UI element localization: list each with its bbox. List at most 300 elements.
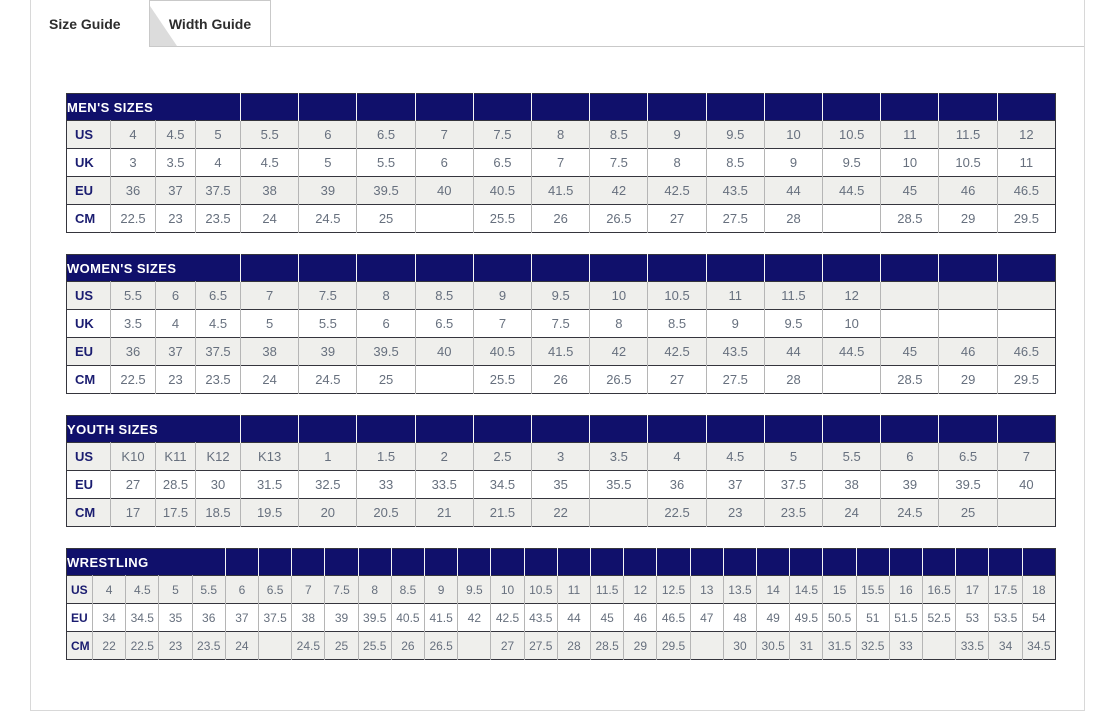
table-header-cell [491, 549, 524, 576]
size-cell: 47 [690, 604, 723, 632]
table-header-cell [357, 416, 415, 443]
size-cell: 9 [706, 310, 764, 338]
table-header-cell [956, 549, 989, 576]
size-cell: 26 [532, 366, 590, 394]
size-cell: 39.5 [357, 177, 415, 205]
size-cell: 5.5 [111, 282, 156, 310]
size-cell: 53 [956, 604, 989, 632]
size-cell [259, 632, 292, 660]
size-cell: 13 [690, 576, 723, 604]
table-title: YOUTH SIZES [67, 416, 241, 443]
size-cell: 25 [357, 366, 415, 394]
size-cell: 26 [391, 632, 424, 660]
size-cell: 11 [557, 576, 590, 604]
size-cell: 44 [557, 604, 590, 632]
size-cell: 20 [299, 499, 357, 527]
size-cell: 7 [473, 310, 531, 338]
tab-width-guide-label: Width Guide [168, 15, 252, 32]
size-cell: 10 [590, 282, 648, 310]
size-cell: 24 [225, 632, 258, 660]
tab-size-guide[interactable] [31, 0, 149, 47]
row-label: EU [75, 344, 94, 359]
size-cell: K12 [196, 443, 241, 471]
table-header-cell [473, 255, 531, 282]
size-cell: 35.5 [590, 471, 648, 499]
size-cell: 40.5 [473, 177, 531, 205]
size-guide-panel [30, 0, 1085, 711]
size-cell: 11 [997, 149, 1055, 177]
table-header-cell [823, 549, 856, 576]
size-cell: 9 [425, 576, 458, 604]
size-cell [939, 282, 997, 310]
row-label: EU [75, 183, 94, 198]
size-cell: 16 [889, 576, 922, 604]
size-cell: 39.5 [358, 604, 391, 632]
size-cell: 45 [591, 604, 624, 632]
size-cell: 12.5 [657, 576, 690, 604]
size-cell [997, 499, 1055, 527]
size-cell: 23 [159, 632, 192, 660]
table-row [67, 576, 1056, 604]
size-cell: 4 [196, 149, 241, 177]
size-cell: 18 [1022, 576, 1055, 604]
size-cell: 33 [889, 632, 922, 660]
size-cell: 24.5 [299, 366, 357, 394]
size-cell: 6.5 [473, 149, 531, 177]
size-table-women-s-sizes [66, 254, 1056, 394]
size-cell: 46.5 [997, 338, 1055, 366]
size-cell [881, 282, 939, 310]
row-label: CM [75, 211, 96, 226]
tab-bar [31, 0, 1084, 47]
row-label: UK [75, 316, 94, 331]
size-table-men-s-sizes [66, 93, 1056, 233]
size-cell: 1.5 [357, 443, 415, 471]
row-label: US [75, 127, 94, 142]
size-cell: 45 [881, 177, 939, 205]
table-header-cell [473, 416, 531, 443]
size-cell: 22.5 [111, 366, 156, 394]
size-cell: 10 [823, 310, 881, 338]
table-row [67, 177, 1056, 205]
size-cell: 9.5 [823, 149, 881, 177]
tab-width-guide[interactable] [149, 0, 271, 47]
size-cell: K13 [241, 443, 299, 471]
size-cell: 3.5 [590, 443, 648, 471]
size-cell: 26 [532, 205, 590, 233]
size-cell: 29.5 [997, 205, 1055, 233]
row-label: EU [71, 610, 88, 625]
table-header-cell [590, 255, 648, 282]
table-header-cell [881, 416, 939, 443]
size-cell: 5 [241, 310, 299, 338]
size-cell: 30.5 [757, 632, 790, 660]
size-cell: 25.5 [358, 632, 391, 660]
size-cell: 31 [790, 632, 823, 660]
size-cell: 25.5 [473, 366, 531, 394]
size-table-youth-sizes [66, 415, 1056, 527]
size-cell: 37 [156, 338, 196, 366]
row-label: US [75, 288, 94, 303]
size-cell: 18.5 [196, 499, 241, 527]
size-cell: 42.5 [648, 177, 706, 205]
row-label: US [71, 582, 88, 597]
size-cell [881, 310, 939, 338]
size-cell: 41.5 [425, 604, 458, 632]
size-cell: 30 [196, 471, 241, 499]
table-row [67, 499, 1056, 527]
size-cell: 14.5 [790, 576, 823, 604]
size-cell: 29.5 [997, 366, 1055, 394]
size-cell: 37.5 [196, 177, 241, 205]
size-cell: 2.5 [473, 443, 531, 471]
table-header-row [67, 255, 1056, 282]
size-cell: 23 [156, 366, 196, 394]
table-header-cell [856, 549, 889, 576]
size-cell: 40 [415, 338, 473, 366]
table-row [67, 149, 1056, 177]
size-cell: K10 [111, 443, 156, 471]
size-cell: 21 [415, 499, 473, 527]
size-cell: 34.5 [1022, 632, 1055, 660]
size-cell: 10.5 [939, 149, 997, 177]
size-cell: 38 [823, 471, 881, 499]
size-cell: 35 [159, 604, 192, 632]
size-cell: 5.5 [357, 149, 415, 177]
size-cell: 28 [764, 205, 822, 233]
size-cell: 24 [823, 499, 881, 527]
size-table-wrestling [66, 548, 1056, 660]
size-cell: 37.5 [764, 471, 822, 499]
table-header-cell [997, 255, 1055, 282]
size-cell: 22.5 [648, 499, 706, 527]
size-cell: 8 [532, 121, 590, 149]
size-cell: 43.5 [524, 604, 557, 632]
table-header-cell [241, 94, 299, 121]
size-cell: 25 [357, 205, 415, 233]
size-cell: 42.5 [648, 338, 706, 366]
size-cell: 44.5 [823, 177, 881, 205]
size-cell: 8 [358, 576, 391, 604]
size-cell: 31.5 [823, 632, 856, 660]
size-cell: 7.5 [590, 149, 648, 177]
table-header-cell [723, 549, 756, 576]
table-header-cell [259, 549, 292, 576]
table-header-cell [357, 255, 415, 282]
size-cell: 5 [159, 576, 192, 604]
size-cell: 42 [458, 604, 491, 632]
size-cell: 27 [111, 471, 156, 499]
size-cell: 15.5 [856, 576, 889, 604]
size-cell: 40 [997, 471, 1055, 499]
size-cell: 42 [590, 177, 648, 205]
size-cell: 8 [648, 149, 706, 177]
size-cell [690, 632, 723, 660]
table-header-cell [299, 94, 357, 121]
size-cell: 22.5 [111, 205, 156, 233]
table-header-cell [241, 255, 299, 282]
size-cell: 6 [299, 121, 357, 149]
size-cell: 48 [723, 604, 756, 632]
table-title: MEN'S SIZES [67, 94, 241, 121]
size-cell: 9.5 [532, 282, 590, 310]
size-cell: 44.5 [823, 338, 881, 366]
row-label: CM [75, 505, 96, 520]
size-cell: 23 [706, 499, 764, 527]
size-cell: 33.5 [956, 632, 989, 660]
size-cell: 23 [156, 205, 196, 233]
size-cell: 51.5 [889, 604, 922, 632]
size-cell: 25.5 [473, 205, 531, 233]
size-cell: 14 [757, 576, 790, 604]
size-cell: 35 [532, 471, 590, 499]
table-row [67, 121, 1056, 149]
size-cell: 17.5 [989, 576, 1022, 604]
size-cell: 36 [648, 471, 706, 499]
size-cell: 27 [648, 205, 706, 233]
size-cell: 9 [473, 282, 531, 310]
size-cell: 46 [939, 177, 997, 205]
table-header-cell [1022, 549, 1055, 576]
table-title: WOMEN'S SIZES [67, 255, 241, 282]
table-row [67, 205, 1056, 233]
size-cell: 1 [299, 443, 357, 471]
size-cell: 7 [241, 282, 299, 310]
size-cell: 7.5 [473, 121, 531, 149]
table-row [67, 366, 1056, 394]
size-cell [997, 282, 1055, 310]
table-header-cell [757, 549, 790, 576]
size-cell: 3 [532, 443, 590, 471]
size-cell: 29 [939, 205, 997, 233]
size-cell: 53.5 [989, 604, 1022, 632]
size-cell: 27.5 [706, 366, 764, 394]
size-cell: 34.5 [473, 471, 531, 499]
size-cell: 50.5 [823, 604, 856, 632]
row-label: US [75, 449, 94, 464]
table-row [67, 443, 1056, 471]
table-header-cell [939, 255, 997, 282]
table-header-cell [989, 549, 1022, 576]
table-header-cell [823, 94, 881, 121]
size-cell: 8.5 [415, 282, 473, 310]
table-header-cell [706, 416, 764, 443]
size-cell: 26.5 [590, 205, 648, 233]
table-header-cell [690, 549, 723, 576]
size-cell: 6 [156, 282, 196, 310]
table-header-cell [415, 416, 473, 443]
table-header-cell [292, 549, 325, 576]
size-cell: 23.5 [764, 499, 822, 527]
size-cell: 6 [881, 443, 939, 471]
size-cell: 5 [299, 149, 357, 177]
size-cell: 11.5 [591, 576, 624, 604]
table-header-cell [532, 94, 590, 121]
size-cell: 21.5 [473, 499, 531, 527]
size-cell: 49 [757, 604, 790, 632]
size-cell: 8 [357, 282, 415, 310]
size-cell: 4 [156, 310, 196, 338]
size-cell: 29 [624, 632, 657, 660]
size-cell: 9.5 [764, 310, 822, 338]
size-cell: 22.5 [126, 632, 159, 660]
table-row [67, 282, 1056, 310]
size-cell: 28.5 [881, 205, 939, 233]
table-header-cell [325, 549, 358, 576]
table-header-cell [391, 549, 424, 576]
size-cell: 37.5 [259, 604, 292, 632]
size-cell: 46 [624, 604, 657, 632]
size-cell: K11 [156, 443, 196, 471]
size-cell: 4.5 [241, 149, 299, 177]
table-header-row [67, 94, 1056, 121]
size-cell: 43.5 [706, 177, 764, 205]
size-cell: 4.5 [196, 310, 241, 338]
size-cell: 11.5 [939, 121, 997, 149]
table-header-cell [790, 549, 823, 576]
size-cell: 42 [590, 338, 648, 366]
size-cell: 6.5 [196, 282, 241, 310]
size-cell: 34.5 [126, 604, 159, 632]
size-cell: 6.5 [415, 310, 473, 338]
size-cell: 5.5 [299, 310, 357, 338]
size-cell: 19.5 [241, 499, 299, 527]
size-cell: 11 [881, 121, 939, 149]
table-row [67, 310, 1056, 338]
size-cell: 26.5 [425, 632, 458, 660]
size-cell: 51 [856, 604, 889, 632]
size-cell: 28.5 [881, 366, 939, 394]
size-cell: 32.5 [856, 632, 889, 660]
size-cell: 52.5 [923, 604, 956, 632]
size-cell: 40.5 [473, 338, 531, 366]
size-cell: 24.5 [881, 499, 939, 527]
size-cell: 34 [989, 632, 1022, 660]
tab-size-guide-label: Size Guide [49, 15, 121, 32]
size-cell: 28 [764, 366, 822, 394]
size-cell [939, 310, 997, 338]
table-header-row [67, 549, 1056, 576]
size-cell: 8.5 [648, 310, 706, 338]
size-cell: 27.5 [706, 205, 764, 233]
size-cell [997, 310, 1055, 338]
table-row [67, 632, 1056, 660]
size-cell: 28.5 [156, 471, 196, 499]
size-cell: 34 [93, 604, 126, 632]
table-header-cell [532, 255, 590, 282]
table-header-cell [299, 255, 357, 282]
size-cell: 10 [491, 576, 524, 604]
table-header-cell [415, 94, 473, 121]
size-cell: 43.5 [706, 338, 764, 366]
size-cell: 29 [939, 366, 997, 394]
size-cell: 33 [357, 471, 415, 499]
size-cell: 9.5 [706, 121, 764, 149]
size-cell: 30 [723, 632, 756, 660]
table-header-cell [764, 416, 822, 443]
table-header-row [67, 416, 1056, 443]
size-cell: 11.5 [764, 282, 822, 310]
size-cell: 23.5 [196, 366, 241, 394]
size-cell: 9.5 [458, 576, 491, 604]
size-tables-container [31, 47, 1084, 700]
size-cell: 17 [956, 576, 989, 604]
table-header-cell [823, 416, 881, 443]
table-row [67, 471, 1056, 499]
size-cell: 38 [241, 177, 299, 205]
size-cell: 8.5 [590, 121, 648, 149]
size-cell: 32.5 [299, 471, 357, 499]
size-cell: 24 [241, 366, 299, 394]
table-header-cell [923, 549, 956, 576]
size-cell: 5.5 [192, 576, 225, 604]
size-cell: 46.5 [657, 604, 690, 632]
size-cell: 46 [939, 338, 997, 366]
size-cell: 6.5 [939, 443, 997, 471]
size-cell: 10 [764, 121, 822, 149]
table-header-cell [225, 549, 258, 576]
table-header-cell [590, 416, 648, 443]
size-cell: 39 [299, 338, 357, 366]
size-cell: 28.5 [591, 632, 624, 660]
size-cell: 11 [706, 282, 764, 310]
size-cell: 22 [532, 499, 590, 527]
table-header-cell [657, 549, 690, 576]
size-cell: 39.5 [939, 471, 997, 499]
size-cell: 20.5 [357, 499, 415, 527]
table-header-cell [764, 255, 822, 282]
table-header-cell [241, 416, 299, 443]
size-cell: 10.5 [524, 576, 557, 604]
size-cell: 7.5 [325, 576, 358, 604]
size-cell: 3.5 [111, 310, 156, 338]
table-header-cell [997, 94, 1055, 121]
size-cell: 24 [241, 205, 299, 233]
size-cell: 29.5 [657, 632, 690, 660]
table-header-cell [458, 549, 491, 576]
table-header-cell [706, 255, 764, 282]
size-cell: 24.5 [299, 205, 357, 233]
size-cell: 7 [415, 121, 473, 149]
size-cell: 25 [939, 499, 997, 527]
size-cell [923, 632, 956, 660]
size-cell: 44 [764, 338, 822, 366]
size-cell: 10.5 [823, 121, 881, 149]
table-header-cell [591, 549, 624, 576]
size-cell: 6 [225, 576, 258, 604]
size-cell: 12 [823, 282, 881, 310]
table-header-cell [299, 416, 357, 443]
table-header-cell [473, 94, 531, 121]
size-cell [823, 366, 881, 394]
size-cell: 7 [292, 576, 325, 604]
size-cell: 7.5 [532, 310, 590, 338]
size-cell: 4.5 [126, 576, 159, 604]
size-cell: 39 [325, 604, 358, 632]
size-cell: 6 [357, 310, 415, 338]
table-header-cell [358, 549, 391, 576]
table-header-cell [532, 416, 590, 443]
size-cell: 27 [648, 366, 706, 394]
table-header-cell [648, 255, 706, 282]
table-header-cell [557, 549, 590, 576]
size-cell: 9 [648, 121, 706, 149]
size-cell: 7 [997, 443, 1055, 471]
size-cell: 26.5 [590, 366, 648, 394]
size-cell: 17 [111, 499, 156, 527]
size-cell: 27.5 [524, 632, 557, 660]
size-cell: 25 [325, 632, 358, 660]
